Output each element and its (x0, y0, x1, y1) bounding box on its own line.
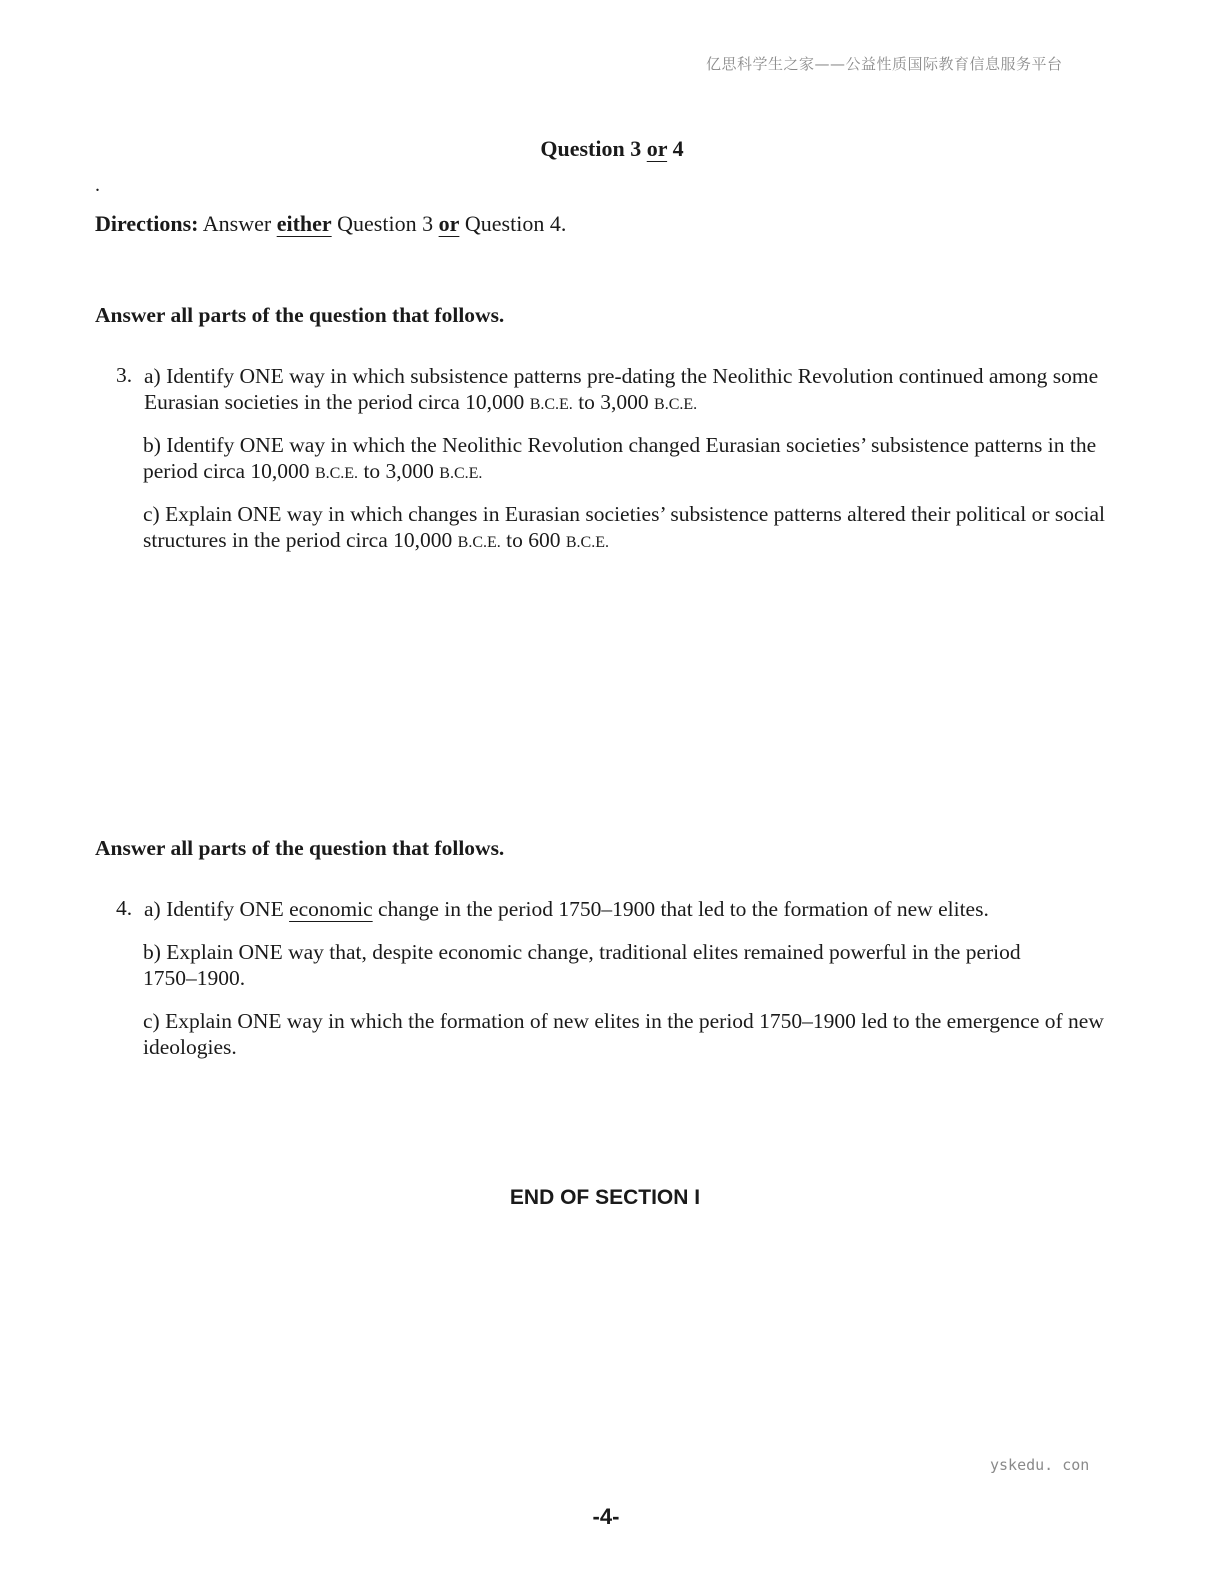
q4-part-a (144, 896, 1119, 922)
directions-text: Question 3 (331, 211, 439, 236)
q3-c-text: to 600 (500, 528, 566, 552)
q4-part-c: c) Explain ONE way in which the formation of new elites in the period 1750–1900 led to the emergence of new ideologies. (143, 1009, 1104, 1059)
title-suffix: 4 (667, 136, 684, 161)
title-prefix: Question 3 (540, 136, 647, 161)
q4-number: 4. (116, 896, 133, 920)
q3-b-text: b) Identify ONE way in which the Neolithic Revolution changed Eurasian societies’ subsistence patterns in the period circa 10,000 (143, 433, 1097, 483)
directions (95, 211, 566, 237)
era-label: B.C.E. (439, 465, 483, 482)
q4-a-text: a) Identify ONE (144, 897, 290, 921)
q4-part-b: b) Explain ONE way that, despite economic change, traditional elites remained powerful in the period 1750–1900. (143, 940, 1021, 990)
era-label: B.C.E. (565, 534, 609, 551)
page-number: -4- (592, 1504, 620, 1529)
q3-b-text: to 3,000 (358, 459, 440, 483)
q3-c-text: c) Explain ONE way in which changes in Eurasian societies’ subsistence patterns altered their political or social structures in the period circa 10,000 (143, 502, 1106, 552)
directions-text: Answer (198, 211, 277, 236)
q3-a-text: a) Identify ONE way in which subsistence patterns pre-dating the Neolithic Revolution continued among some Eurasian societies in the period circa 10,000 (144, 364, 1099, 414)
q3-part-b (143, 432, 1118, 487)
watermark-header: 亿思科学生之家——公益性质国际教育信息服务平台 (706, 55, 1063, 73)
q3-part-a (144, 363, 1119, 418)
q3-number: 3. (116, 363, 133, 387)
watermark-footer: yskedu. con (990, 1456, 1090, 1474)
directions-label: Directions: (95, 211, 199, 236)
q3-part-c (143, 501, 1118, 556)
directions-either: either (276, 211, 332, 236)
title-or: or (646, 136, 668, 161)
era-label: B.C.E. (529, 396, 573, 413)
q4-heading: Answer all parts of the question that follows. (95, 836, 505, 860)
directions-text: Question 4. (459, 211, 567, 236)
era-label: B.C.E. (654, 396, 698, 413)
era-label: B.C.E. (457, 534, 501, 551)
q3-heading: Answer all parts of the question that follows. (95, 303, 505, 327)
q4-a-underlined: economic (289, 897, 373, 921)
directions-or: or (438, 211, 460, 236)
era-label: B.C.E. (314, 465, 359, 482)
q4-a-text: change in the period 1750–1900 that led to the formation of new elites. (372, 897, 989, 921)
page-title (0, 136, 1224, 162)
q3-a-text: to 3,000 (572, 390, 655, 414)
end-of-section: END OF SECTION I (509, 1186, 701, 1209)
stray-dot: . (95, 174, 100, 196)
